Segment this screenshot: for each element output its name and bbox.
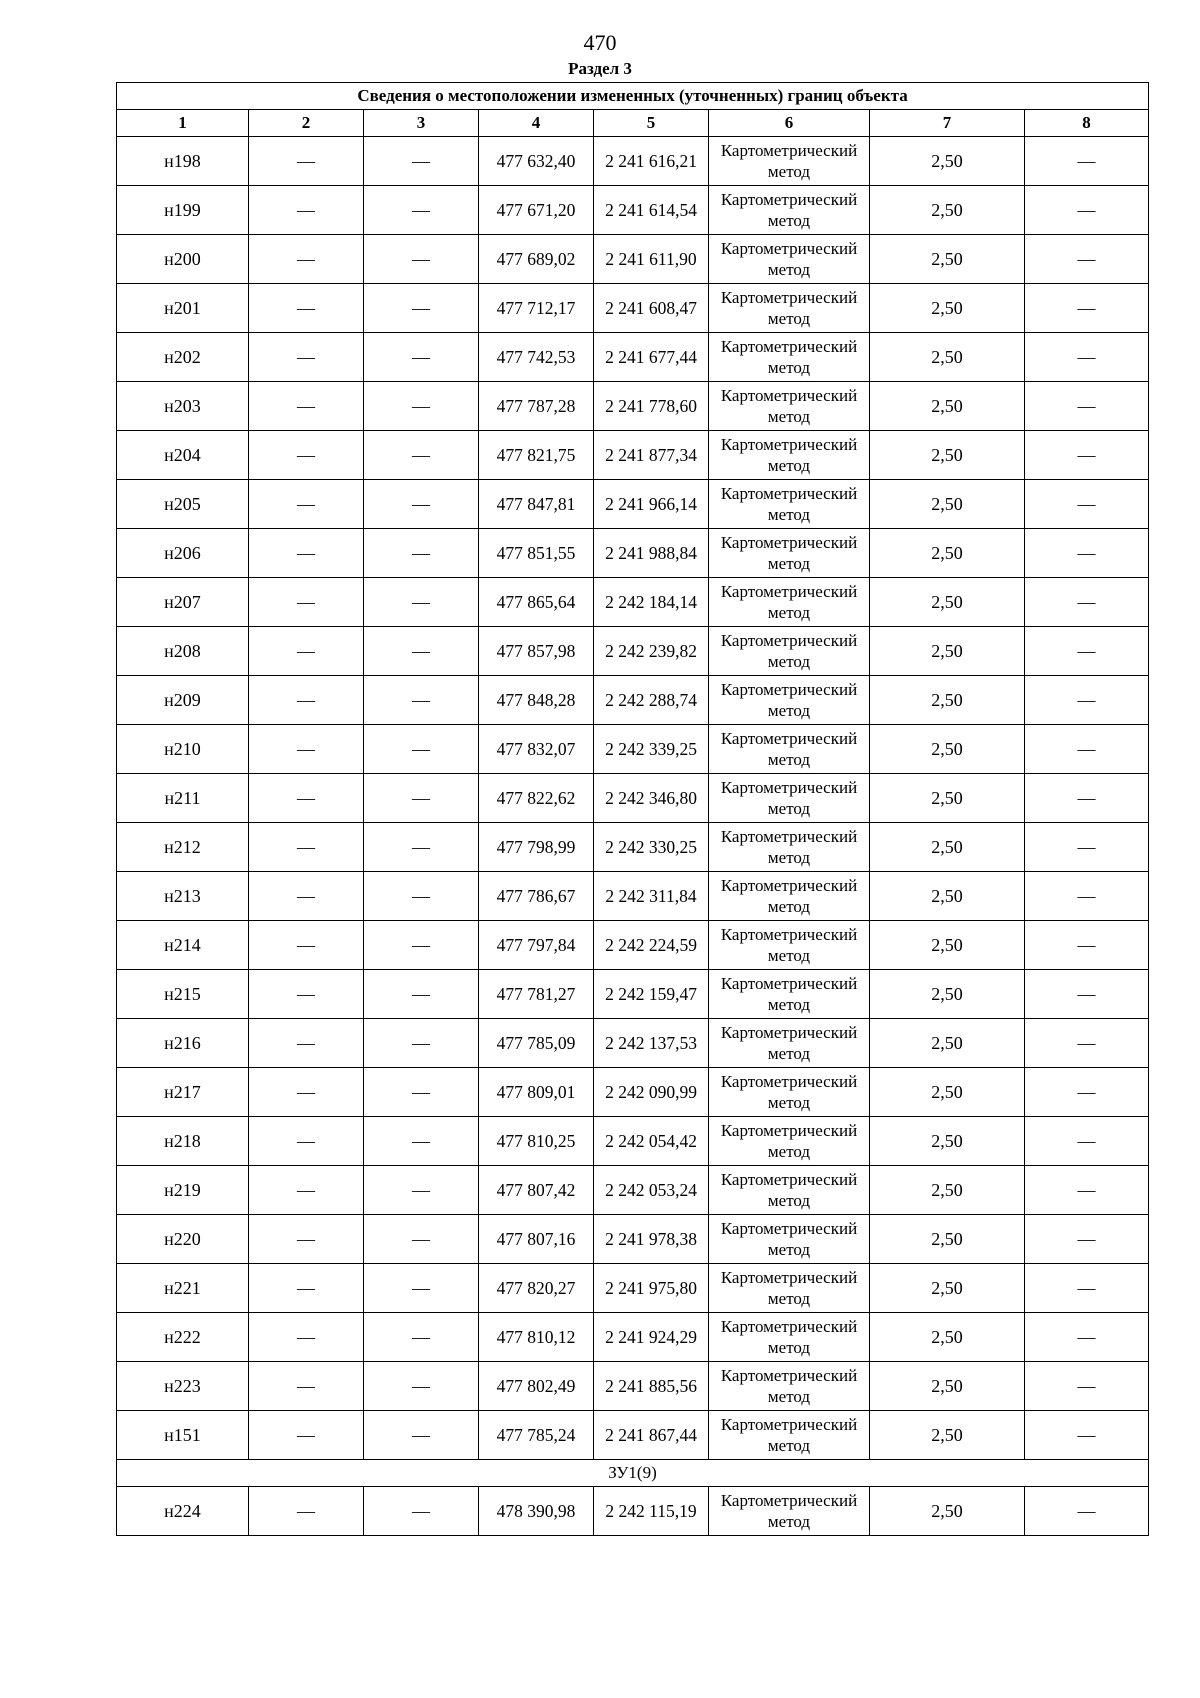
dash-cell: — — [249, 872, 364, 921]
dash-cell: — — [364, 1117, 479, 1166]
y-coordinate-cell: 2 241 677,44 — [594, 333, 709, 382]
y-coordinate-cell: 2 241 608,47 — [594, 284, 709, 333]
dash-cell: — — [364, 676, 479, 725]
dash-cell: — — [249, 529, 364, 578]
table-row — [117, 1117, 1149, 1166]
x-coordinate-cell: 477 689,02 — [479, 235, 594, 284]
dash-cell: — — [1025, 529, 1149, 578]
dash-cell: — — [364, 284, 479, 333]
method-cell: Картометрический метод — [709, 333, 870, 382]
accuracy-cell: 2,50 — [870, 137, 1025, 186]
table-row — [117, 676, 1149, 725]
accuracy-cell: 2,50 — [870, 627, 1025, 676]
table-row — [117, 970, 1149, 1019]
table-row — [117, 137, 1149, 186]
dash-cell: — — [1025, 1068, 1149, 1117]
accuracy-cell: 2,50 — [870, 1411, 1025, 1460]
dash-cell: — — [249, 186, 364, 235]
dash-cell: — — [1025, 186, 1149, 235]
accuracy-cell: 2,50 — [870, 872, 1025, 921]
dash-cell: — — [249, 823, 364, 872]
method-cell: Картометрический метод — [709, 529, 870, 578]
y-coordinate-cell: 2 241 611,90 — [594, 235, 709, 284]
dash-cell: — — [1025, 774, 1149, 823]
table-row — [117, 480, 1149, 529]
dash-cell: — — [364, 1264, 479, 1313]
x-coordinate-cell: 477 851,55 — [479, 529, 594, 578]
dash-cell: — — [364, 480, 479, 529]
column-header: 3 — [364, 110, 479, 137]
point-name-cell: н204 — [117, 431, 249, 480]
column-header: 1 — [117, 110, 249, 137]
y-coordinate-cell: 2 242 115,19 — [594, 1487, 709, 1536]
y-coordinate-cell: 2 241 877,34 — [594, 431, 709, 480]
dash-cell: — — [364, 578, 479, 627]
table-row — [117, 529, 1149, 578]
dash-cell: — — [1025, 1117, 1149, 1166]
dash-cell: — — [249, 1362, 364, 1411]
y-coordinate-cell: 2 242 330,25 — [594, 823, 709, 872]
table-row — [117, 1264, 1149, 1313]
group-label: ЗУ1(9) — [117, 1460, 1149, 1487]
dash-cell: — — [1025, 1487, 1149, 1536]
x-coordinate-cell: 477 632,40 — [479, 137, 594, 186]
dash-cell: — — [364, 529, 479, 578]
x-coordinate-cell: 477 809,01 — [479, 1068, 594, 1117]
accuracy-cell: 2,50 — [870, 1019, 1025, 1068]
x-coordinate-cell: 477 820,27 — [479, 1264, 594, 1313]
dash-cell: — — [1025, 1362, 1149, 1411]
dash-cell: — — [1025, 1166, 1149, 1215]
y-coordinate-cell: 2 241 978,38 — [594, 1215, 709, 1264]
column-header: 2 — [249, 110, 364, 137]
method-cell: Картометрический метод — [709, 1264, 870, 1313]
table-row — [117, 1362, 1149, 1411]
x-coordinate-cell: 477 785,09 — [479, 1019, 594, 1068]
dash-cell: — — [249, 627, 364, 676]
method-cell: Картометрический метод — [709, 774, 870, 823]
point-name-cell: н199 — [117, 186, 249, 235]
method-cell: Картометрический метод — [709, 480, 870, 529]
x-coordinate-cell: 477 848,28 — [479, 676, 594, 725]
x-coordinate-cell: 477 822,62 — [479, 774, 594, 823]
dash-cell: — — [364, 627, 479, 676]
y-coordinate-cell: 2 241 924,29 — [594, 1313, 709, 1362]
table-row — [117, 1166, 1149, 1215]
method-cell: Картометрический метод — [709, 431, 870, 480]
dash-cell: — — [364, 1313, 479, 1362]
table-row — [117, 382, 1149, 431]
column-header: 7 — [870, 110, 1025, 137]
dash-cell: — — [364, 431, 479, 480]
x-coordinate-cell: 477 785,24 — [479, 1411, 594, 1460]
dash-cell: — — [249, 578, 364, 627]
table-row — [117, 1487, 1149, 1536]
dash-cell: — — [249, 1068, 364, 1117]
point-name-cell: н220 — [117, 1215, 249, 1264]
point-name-cell: н201 — [117, 284, 249, 333]
dash-cell: — — [1025, 823, 1149, 872]
y-coordinate-cell: 2 242 053,24 — [594, 1166, 709, 1215]
method-cell: Картометрический метод — [709, 676, 870, 725]
dash-cell: — — [1025, 970, 1149, 1019]
dash-cell: — — [364, 1019, 479, 1068]
point-name-cell: н223 — [117, 1362, 249, 1411]
dash-cell: — — [249, 235, 364, 284]
column-header: 6 — [709, 110, 870, 137]
x-coordinate-cell: 477 798,99 — [479, 823, 594, 872]
table-row — [117, 921, 1149, 970]
group-row — [117, 1460, 1149, 1487]
dash-cell: — — [364, 1166, 479, 1215]
method-cell: Картометрический метод — [709, 1487, 870, 1536]
table-row — [117, 333, 1149, 382]
dash-cell: — — [249, 382, 364, 431]
dash-cell: — — [249, 1264, 364, 1313]
dash-cell: — — [249, 676, 364, 725]
dash-cell: — — [249, 1117, 364, 1166]
point-name-cell: н205 — [117, 480, 249, 529]
x-coordinate-cell: 477 742,53 — [479, 333, 594, 382]
y-coordinate-cell: 2 242 311,84 — [594, 872, 709, 921]
y-coordinate-cell: 2 242 224,59 — [594, 921, 709, 970]
dash-cell: — — [364, 1068, 479, 1117]
x-coordinate-cell: 477 797,84 — [479, 921, 594, 970]
point-name-cell: н210 — [117, 725, 249, 774]
dash-cell: — — [249, 1411, 364, 1460]
point-name-cell: н198 — [117, 137, 249, 186]
accuracy-cell: 2,50 — [870, 284, 1025, 333]
dash-cell: — — [1025, 872, 1149, 921]
method-cell: Картометрический метод — [709, 627, 870, 676]
x-coordinate-cell: 477 821,75 — [479, 431, 594, 480]
column-header: 8 — [1025, 110, 1149, 137]
method-cell: Картометрический метод — [709, 1117, 870, 1166]
dash-cell: — — [249, 970, 364, 1019]
dash-cell: — — [249, 284, 364, 333]
accuracy-cell: 2,50 — [870, 529, 1025, 578]
dash-cell: — — [249, 1166, 364, 1215]
y-coordinate-cell: 2 242 054,42 — [594, 1117, 709, 1166]
accuracy-cell: 2,50 — [870, 333, 1025, 382]
dash-cell: — — [1025, 1411, 1149, 1460]
y-coordinate-cell: 2 241 778,60 — [594, 382, 709, 431]
table-row — [117, 284, 1149, 333]
point-name-cell: н217 — [117, 1068, 249, 1117]
dash-cell: — — [249, 1215, 364, 1264]
dash-cell: — — [249, 725, 364, 774]
dash-cell: — — [1025, 921, 1149, 970]
dash-cell: — — [249, 431, 364, 480]
dash-cell: — — [1025, 578, 1149, 627]
accuracy-cell: 2,50 — [870, 1068, 1025, 1117]
method-cell: Картометрический метод — [709, 578, 870, 627]
point-name-cell: н207 — [117, 578, 249, 627]
point-name-cell: н214 — [117, 921, 249, 970]
accuracy-cell: 2,50 — [870, 725, 1025, 774]
dash-cell: — — [1025, 676, 1149, 725]
accuracy-cell: 2,50 — [870, 676, 1025, 725]
accuracy-cell: 2,50 — [870, 235, 1025, 284]
x-coordinate-cell: 477 847,81 — [479, 480, 594, 529]
method-cell: Картометрический метод — [709, 235, 870, 284]
x-coordinate-cell: 477 781,27 — [479, 970, 594, 1019]
dash-cell: — — [1025, 431, 1149, 480]
dash-cell: — — [364, 872, 479, 921]
y-coordinate-cell: 2 242 159,47 — [594, 970, 709, 1019]
accuracy-cell: 2,50 — [870, 186, 1025, 235]
dash-cell: — — [1025, 235, 1149, 284]
table-row — [117, 235, 1149, 284]
method-cell: Картометрический метод — [709, 284, 870, 333]
column-header: 4 — [479, 110, 594, 137]
dash-cell: — — [364, 1215, 479, 1264]
method-cell: Картометрический метод — [709, 1068, 870, 1117]
method-cell: Картометрический метод — [709, 1215, 870, 1264]
y-coordinate-cell: 2 241 867,44 — [594, 1411, 709, 1460]
dash-cell: — — [364, 921, 479, 970]
point-name-cell: н208 — [117, 627, 249, 676]
dash-cell: — — [1025, 284, 1149, 333]
method-cell: Картометрический метод — [709, 725, 870, 774]
x-coordinate-cell: 477 807,42 — [479, 1166, 594, 1215]
dash-cell: — — [249, 1313, 364, 1362]
y-coordinate-cell: 2 241 616,21 — [594, 137, 709, 186]
accuracy-cell: 2,50 — [870, 1487, 1025, 1536]
point-name-cell: н224 — [117, 1487, 249, 1536]
method-cell: Картометрический метод — [709, 382, 870, 431]
y-coordinate-cell: 2 242 346,80 — [594, 774, 709, 823]
point-name-cell: н215 — [117, 970, 249, 1019]
table-row — [117, 1411, 1149, 1460]
dash-cell: — — [249, 137, 364, 186]
y-coordinate-cell: 2 241 988,84 — [594, 529, 709, 578]
accuracy-cell: 2,50 — [870, 1362, 1025, 1411]
accuracy-cell: 2,50 — [870, 382, 1025, 431]
point-name-cell: н151 — [117, 1411, 249, 1460]
table-row — [117, 1215, 1149, 1264]
point-name-cell: н211 — [117, 774, 249, 823]
point-name-cell: н222 — [117, 1313, 249, 1362]
page-number: 470 — [583, 30, 617, 55]
dash-cell: — — [1025, 480, 1149, 529]
method-cell: Картометрический метод — [709, 1166, 870, 1215]
point-name-cell: н216 — [117, 1019, 249, 1068]
accuracy-cell: 2,50 — [870, 823, 1025, 872]
table-row — [117, 774, 1149, 823]
method-cell: Картометрический метод — [709, 970, 870, 1019]
method-cell: Картометрический метод — [709, 1362, 870, 1411]
x-coordinate-cell: 477 810,12 — [479, 1313, 594, 1362]
dash-cell: — — [364, 186, 479, 235]
dash-cell: — — [1025, 382, 1149, 431]
dash-cell: — — [249, 333, 364, 382]
y-coordinate-cell: 2 242 137,53 — [594, 1019, 709, 1068]
dash-cell: — — [364, 823, 479, 872]
y-coordinate-cell: 2 242 339,25 — [594, 725, 709, 774]
table-row — [117, 627, 1149, 676]
table-row — [117, 823, 1149, 872]
table-row — [117, 186, 1149, 235]
column-header: 5 — [594, 110, 709, 137]
point-name-cell: н209 — [117, 676, 249, 725]
x-coordinate-cell: 477 802,49 — [479, 1362, 594, 1411]
x-coordinate-cell: 477 810,25 — [479, 1117, 594, 1166]
point-name-cell: н206 — [117, 529, 249, 578]
method-cell: Картометрический метод — [709, 921, 870, 970]
dash-cell: — — [1025, 725, 1149, 774]
x-coordinate-cell: 477 787,28 — [479, 382, 594, 431]
y-coordinate-cell: 2 242 288,74 — [594, 676, 709, 725]
section-title: Раздел 3 — [568, 59, 632, 78]
point-name-cell: н221 — [117, 1264, 249, 1313]
table-caption-row — [117, 83, 1149, 110]
accuracy-cell: 2,50 — [870, 1264, 1025, 1313]
dash-cell: — — [364, 382, 479, 431]
point-name-cell: н218 — [117, 1117, 249, 1166]
accuracy-cell: 2,50 — [870, 1215, 1025, 1264]
point-name-cell: н212 — [117, 823, 249, 872]
x-coordinate-cell: 477 832,07 — [479, 725, 594, 774]
x-coordinate-cell: 477 807,16 — [479, 1215, 594, 1264]
dash-cell: — — [1025, 333, 1149, 382]
point-name-cell: н219 — [117, 1166, 249, 1215]
y-coordinate-cell: 2 241 975,80 — [594, 1264, 709, 1313]
dash-cell: — — [364, 725, 479, 774]
accuracy-cell: 2,50 — [870, 921, 1025, 970]
dash-cell: — — [1025, 627, 1149, 676]
method-cell: Картометрический метод — [709, 872, 870, 921]
y-coordinate-cell: 2 242 184,14 — [594, 578, 709, 627]
dash-cell: — — [1025, 1313, 1149, 1362]
coordinates-table — [116, 82, 1149, 1536]
x-coordinate-cell: 477 671,20 — [479, 186, 594, 235]
table-row — [117, 431, 1149, 480]
y-coordinate-cell: 2 242 239,82 — [594, 627, 709, 676]
point-name-cell: н203 — [117, 382, 249, 431]
dash-cell: — — [364, 774, 479, 823]
dash-cell: — — [249, 1019, 364, 1068]
accuracy-cell: 2,50 — [870, 1166, 1025, 1215]
x-coordinate-cell: 477 786,67 — [479, 872, 594, 921]
y-coordinate-cell: 2 241 614,54 — [594, 186, 709, 235]
dash-cell: — — [364, 1362, 479, 1411]
table-header-row — [117, 110, 1149, 137]
x-coordinate-cell: 477 712,17 — [479, 284, 594, 333]
method-cell: Картометрический метод — [709, 1313, 870, 1362]
x-coordinate-cell: 477 865,64 — [479, 578, 594, 627]
point-name-cell: н200 — [117, 235, 249, 284]
dash-cell: — — [364, 333, 479, 382]
dash-cell: — — [1025, 1264, 1149, 1313]
table-row — [117, 1019, 1149, 1068]
table-row — [117, 578, 1149, 627]
dash-cell: — — [364, 1487, 479, 1536]
accuracy-cell: 2,50 — [870, 1117, 1025, 1166]
table-row — [117, 1313, 1149, 1362]
accuracy-cell: 2,50 — [870, 970, 1025, 1019]
table-row — [117, 725, 1149, 774]
y-coordinate-cell: 2 242 090,99 — [594, 1068, 709, 1117]
accuracy-cell: 2,50 — [870, 480, 1025, 529]
dash-cell: — — [1025, 1019, 1149, 1068]
dash-cell: — — [249, 921, 364, 970]
dash-cell: — — [249, 480, 364, 529]
y-coordinate-cell: 2 241 885,56 — [594, 1362, 709, 1411]
accuracy-cell: 2,50 — [870, 1313, 1025, 1362]
accuracy-cell: 2,50 — [870, 774, 1025, 823]
dash-cell: — — [249, 774, 364, 823]
table-caption: Сведения о местоположении измененных (уточненных) границ объекта — [117, 83, 1149, 110]
table-row — [117, 1068, 1149, 1117]
method-cell: Картометрический метод — [709, 137, 870, 186]
method-cell: Картометрический метод — [709, 823, 870, 872]
dash-cell: — — [364, 1411, 479, 1460]
dash-cell: — — [249, 1487, 364, 1536]
point-name-cell: н213 — [117, 872, 249, 921]
dash-cell: — — [364, 137, 479, 186]
dash-cell: — — [364, 970, 479, 1019]
point-name-cell: н202 — [117, 333, 249, 382]
dash-cell: — — [1025, 137, 1149, 186]
method-cell: Картометрический метод — [709, 1019, 870, 1068]
dash-cell: — — [364, 235, 479, 284]
dash-cell: — — [1025, 1215, 1149, 1264]
method-cell: Картометрический метод — [709, 1411, 870, 1460]
x-coordinate-cell: 478 390,98 — [479, 1487, 594, 1536]
accuracy-cell: 2,50 — [870, 431, 1025, 480]
method-cell: Картометрический метод — [709, 186, 870, 235]
table-row — [117, 872, 1149, 921]
x-coordinate-cell: 477 857,98 — [479, 627, 594, 676]
accuracy-cell: 2,50 — [870, 578, 1025, 627]
y-coordinate-cell: 2 241 966,14 — [594, 480, 709, 529]
